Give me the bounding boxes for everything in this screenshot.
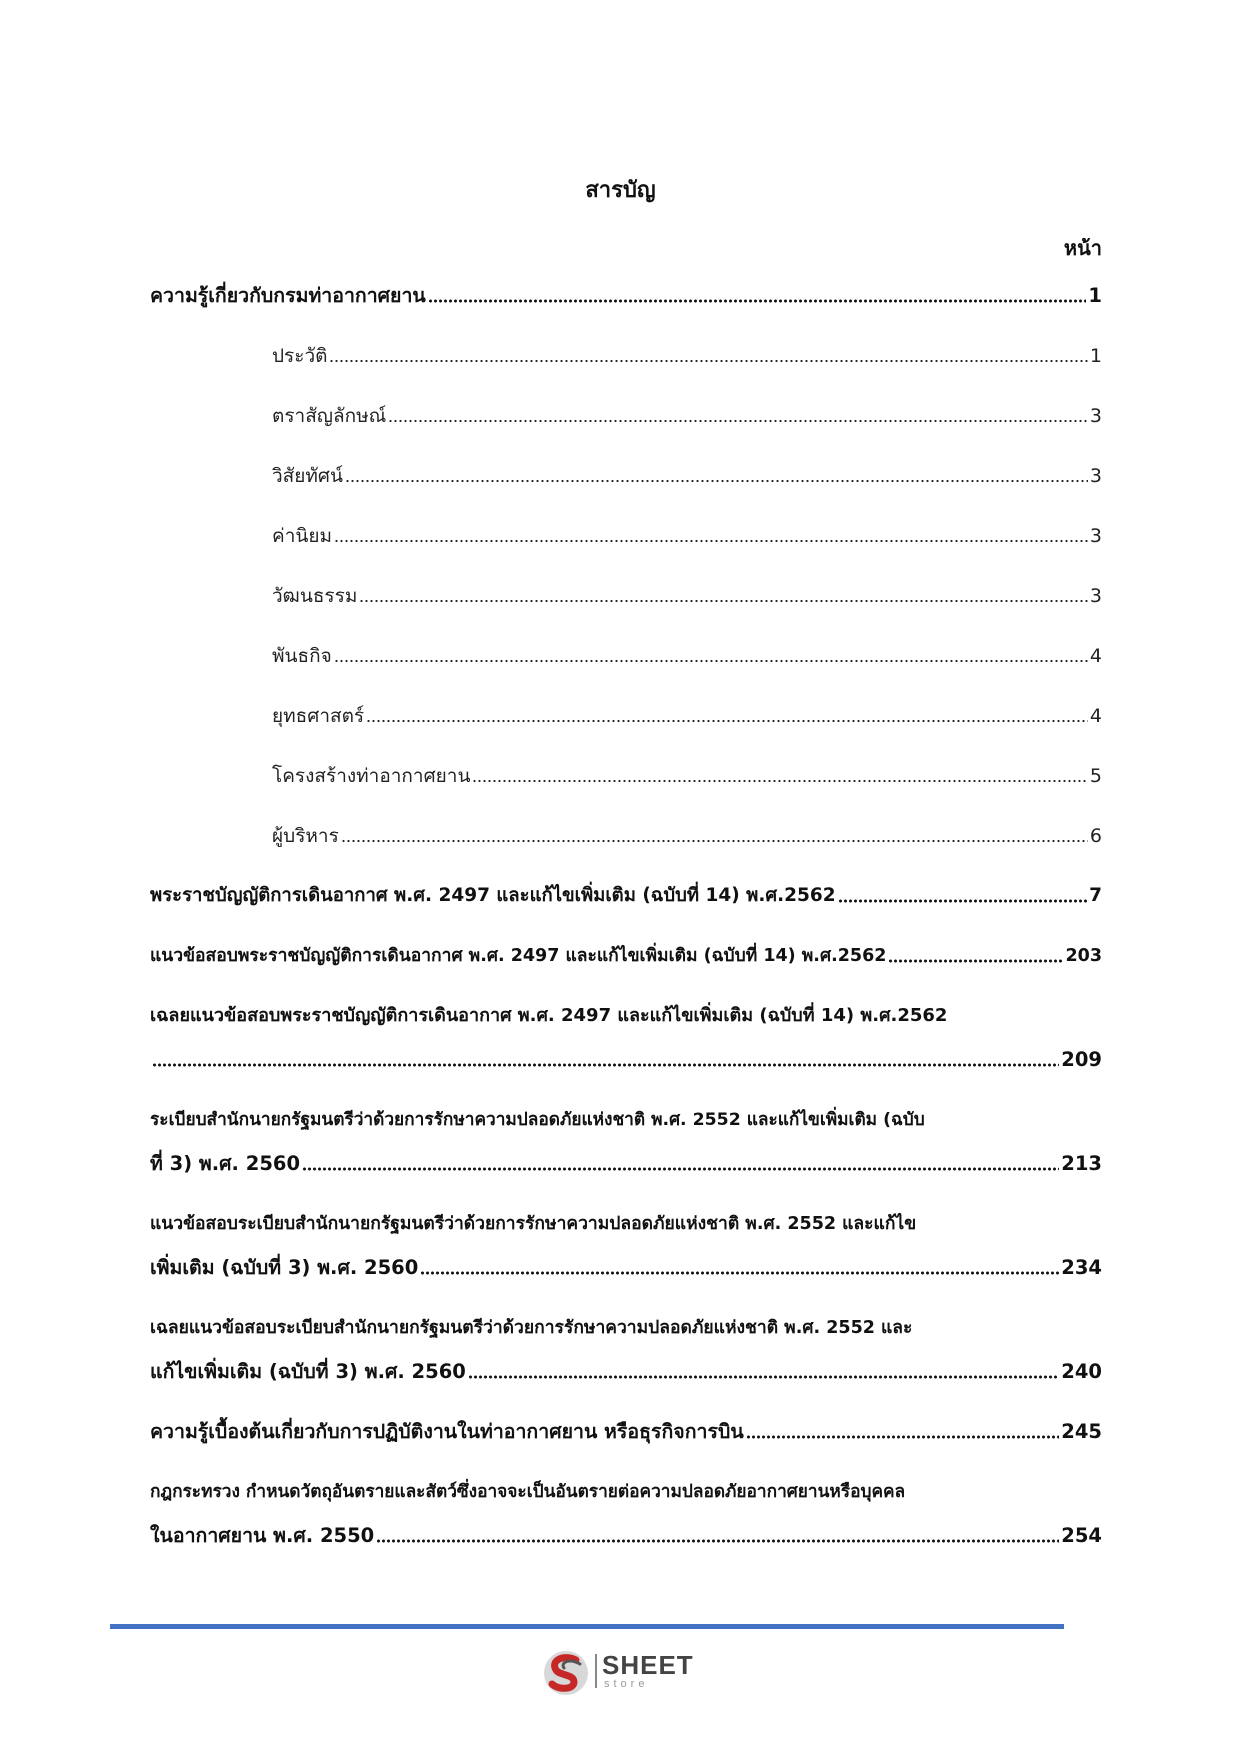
toc-entry-line1[interactable]: [150, 1478, 1102, 1506]
toc-entry-label: เฉลยแนวข้อสอบพระราชบัญญัติการเดินอากาศ พ.ศ. 2497 และแก้ไขเพิ่มเติม (ฉบับที่ 14) พ.ศ.2562: [150, 1005, 948, 1026]
toc-entry-page: 1: [1089, 345, 1102, 367]
logo-mark-icon: [540, 1648, 592, 1698]
toc-entry[interactable]: [150, 282, 1102, 310]
toc-entry-page: 3: [1089, 525, 1102, 547]
toc-entry-label-cont: ในอากาศยาน พ.ศ. 2550: [150, 1524, 375, 1547]
toc-entry[interactable]: [150, 942, 1102, 970]
logo-subtext: store: [604, 1678, 649, 1690]
dot-leader: [152, 1063, 1059, 1067]
dot-leader: [359, 599, 1088, 603]
toc-entry-line2[interactable]: [150, 1522, 1102, 1550]
toc-entry-line1[interactable]: [150, 1314, 1102, 1342]
toc-entry-label: กฎกระทรวง กำหนดวัตถุอันตรายและสัตว์ซึ่งอาจจะเป็นอันตรายต่อความปลอดภัยอากาศยานหรือบุคคล: [150, 1482, 906, 1502]
dot-leader: [420, 1271, 1059, 1275]
toc-entry-line1[interactable]: [150, 1106, 1102, 1134]
toc-entry-label: วิสัยทัศน์: [272, 465, 343, 487]
toc-entry[interactable]: [150, 1418, 1102, 1446]
toc-entry-page: 209: [1061, 1048, 1102, 1071]
toc-subentry[interactable]: [272, 402, 1102, 430]
toc-entry-label: ประวัติ: [272, 345, 328, 367]
toc-entry-page: 203: [1065, 946, 1102, 966]
toc-entry-line1[interactable]: [150, 1210, 1102, 1238]
toc-entry-page: 3: [1089, 405, 1102, 427]
toc-entry-label: พันธกิจ: [272, 645, 332, 667]
toc-entry-label: พระราชบัญญัติการเดินอากาศ พ.ศ. 2497 และแก้ไขเพิ่มเติม (ฉบับที่ 14) พ.ศ.2562: [150, 885, 836, 906]
toc-entry-line2[interactable]: [150, 1358, 1102, 1386]
footer-divider: [110, 1624, 1064, 1629]
logo-separator: [595, 1654, 597, 1688]
sheet-store-logo: [540, 1648, 710, 1698]
toc-entry-page: 213: [1061, 1152, 1102, 1175]
toc-subentry[interactable]: [272, 822, 1102, 850]
dot-leader: [746, 1435, 1060, 1439]
toc-entry-label: ผู้บริหาร: [272, 825, 339, 847]
toc-entry-label-cont: เพิ่มเติม (ฉบับที่ 3) พ.ศ. 2560: [150, 1256, 419, 1279]
toc-subentry[interactable]: [272, 522, 1102, 550]
dot-leader: [341, 839, 1088, 843]
toc-subentry[interactable]: [272, 642, 1102, 670]
toc-entry-label: ความรู้เบื้องต้นเกี่ยวกับการปฏิบัติงานในท่าอากาศยาน หรือธุรกิจการบิน: [150, 1420, 744, 1443]
dot-leader: [388, 419, 1088, 423]
dot-leader: [468, 1375, 1059, 1379]
toc-entry-label: ระเบียบสำนักนายกรัฐมนตรีว่าด้วยการรักษาความปลอดภัยแห่งชาติ พ.ศ. 2552 และแก้ไขเพิ่มเติม (ฉบับ: [150, 1110, 925, 1130]
toc-subentry[interactable]: [272, 762, 1102, 790]
toc-entry-page: 3: [1089, 585, 1102, 607]
toc-title: สารบัญ: [585, 178, 656, 203]
logo-text: SHEET: [602, 1650, 694, 1680]
toc-subentry[interactable]: [272, 462, 1102, 490]
toc-entry-label: เฉลยแนวข้อสอบระเบียบสำนักนายกรัฐมนตรีว่าด้วยการรักษาความปลอดภัยแห่งชาติ พ.ศ. 2552 และ: [150, 1318, 913, 1338]
toc-entry-page: 245: [1061, 1420, 1102, 1443]
dot-leader: [345, 479, 1088, 483]
toc-entry-page: 234: [1061, 1256, 1102, 1279]
toc-subentry[interactable]: [272, 342, 1102, 370]
toc-entry-page: 5: [1089, 765, 1102, 787]
page-column-header: หน้า: [1063, 236, 1102, 260]
toc-entry-label-cont: ที่ 3) พ.ศ. 2560: [150, 1152, 301, 1175]
toc-entry-label: วัฒนธรรม: [272, 585, 358, 607]
toc-entry-label: แนวข้อสอบระเบียบสำนักนายกรัฐมนตรีว่าด้วยการรักษาความปลอดภัยแห่งชาติ พ.ศ. 2552 และแก้ไข: [150, 1214, 917, 1234]
toc-entry-label: โครงสร้างท่าอากาศยาน: [272, 765, 471, 787]
dot-leader: [472, 779, 1087, 783]
dot-leader: [838, 899, 1087, 903]
toc-entry-line1[interactable]: [150, 1002, 1102, 1030]
toc-entry-page: 4: [1089, 705, 1102, 727]
toc-entry-label-cont: แก้ไขเพิ่มเติม (ฉบับที่ 3) พ.ศ. 2560: [150, 1360, 466, 1383]
toc-entry-page: 4: [1089, 645, 1102, 667]
toc-subentry[interactable]: [272, 582, 1102, 610]
toc-entry-label: ตราสัญลักษณ์: [272, 405, 387, 427]
toc-entry-page: 240: [1061, 1360, 1102, 1383]
toc-entry-page: 1: [1088, 284, 1102, 307]
dot-leader: [329, 359, 1087, 363]
toc-entry[interactable]: [150, 882, 1102, 910]
dot-leader: [302, 1167, 1059, 1171]
dot-leader: [366, 719, 1088, 723]
toc-entry-label: ความรู้เกี่ยวกับกรมท่าอากาศยาน: [150, 284, 426, 307]
toc-entry-page: 254: [1061, 1524, 1102, 1547]
dot-leader: [376, 1539, 1059, 1543]
toc-entry-label: แนวข้อสอบพระราชบัญญัติการเดินอากาศ พ.ศ. 2497 และแก้ไขเพิ่มเติม (ฉบับที่ 14) พ.ศ.2562: [150, 946, 887, 966]
dot-leader: [334, 659, 1088, 663]
toc-entry-page: 3: [1089, 465, 1102, 487]
toc-entry-line2[interactable]: [150, 1150, 1102, 1178]
toc-entry-label: ยุทธศาสตร์: [272, 705, 365, 727]
toc-entry-line2[interactable]: [150, 1046, 1102, 1074]
dot-leader: [334, 539, 1088, 543]
toc-subentry[interactable]: [272, 702, 1102, 730]
toc-entry-page: 6: [1089, 825, 1102, 847]
toc-entry-label: ค่านิยม: [272, 525, 333, 547]
toc-entry-line2[interactable]: [150, 1254, 1102, 1282]
toc-entry-page: 7: [1089, 885, 1102, 906]
dot-leader: [888, 959, 1063, 963]
dot-leader: [428, 299, 1087, 303]
